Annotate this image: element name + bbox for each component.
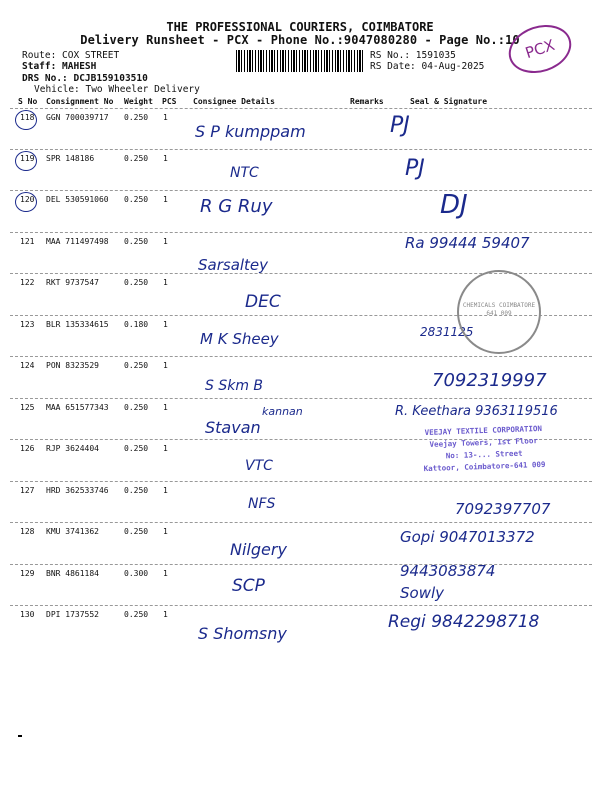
- row-weight: 0.250: [124, 444, 149, 453]
- row-consignee-handwriting: S Shomsny: [198, 624, 287, 643]
- rect-stamp-line-2: Veejay Towers, 1st Floor: [429, 436, 539, 449]
- row-weight: 0.250: [124, 154, 149, 163]
- row-divider: [10, 149, 592, 150]
- row-weight: 0.250: [124, 113, 149, 122]
- company-title: THE PROFESSIONAL COURIERS, COIMBATORE: [166, 20, 434, 34]
- row-consignee-handwriting: NFS: [248, 496, 276, 512]
- row-signature: PJ: [405, 156, 425, 181]
- row-signature: DJ: [440, 190, 468, 220]
- row-pcs: 1: [163, 361, 168, 370]
- sno-circle-mark: [15, 192, 37, 212]
- row-sno: 126: [20, 444, 35, 453]
- row-sno: 118: [20, 113, 35, 122]
- col-consignee: Consignee Details: [193, 97, 275, 106]
- row-consignee-handwriting: NTC: [230, 165, 259, 181]
- vehicle-label: Vehicle: Two Wheeler Delivery: [34, 84, 200, 95]
- row-signature: 7092397707: [455, 500, 551, 518]
- row-consignment: PON 8323529: [46, 361, 99, 370]
- rect-stamp-line-3: No: 13-... Street: [445, 448, 523, 461]
- round-seal-text: CHEMICALS COIMBATORE 641 009: [462, 302, 536, 317]
- row-weight: 0.300: [124, 569, 149, 578]
- row-pcs: 1: [163, 320, 168, 329]
- col-weight: Weight: [124, 97, 153, 106]
- row-consignee-handwriting: S P kumppam: [195, 122, 306, 141]
- round-company-seal: [457, 270, 541, 354]
- drs-label: DRS No.: DCJB159103510: [22, 73, 148, 84]
- row-consignee-handwriting: VTC: [245, 458, 273, 474]
- rs-number: RS No.: 1591035: [370, 50, 456, 61]
- row-pcs: 1: [163, 278, 168, 287]
- row-consignment: BNR 4861184: [46, 569, 99, 578]
- row-signature: 9443083874 Sowly: [400, 562, 496, 602]
- barcode: [236, 50, 364, 72]
- row-consignment: GGN 700039717: [46, 113, 109, 122]
- row-sno: 125: [20, 403, 35, 412]
- row-divider: [10, 356, 592, 357]
- row-consignment: HRD 362533746: [46, 486, 109, 495]
- row-sno: 123: [20, 320, 35, 329]
- ink-dot: [18, 735, 22, 737]
- row-pcs: 1: [163, 154, 168, 163]
- rs-date: RS Date: 04-Aug-2025: [370, 61, 485, 72]
- row-divider: [10, 481, 592, 482]
- row-signature: Gopi 9047013372: [400, 528, 535, 546]
- rect-stamp-line-4: Kattoor, Coimbatore-641 009: [423, 459, 546, 474]
- row-sno: 121: [20, 237, 35, 246]
- row-divider: [10, 522, 592, 523]
- col-consignment: Consignment No: [46, 97, 114, 106]
- row-pcs: 1: [163, 113, 168, 122]
- staff-label: Staff: MAHESH: [22, 61, 97, 72]
- row-consignment: SPR 148186: [46, 154, 95, 163]
- row-pcs: 1: [163, 444, 168, 453]
- row-signature: 7092319997: [432, 370, 547, 391]
- row-consignee-handwriting: M K Sheey: [200, 330, 279, 348]
- row-divider: [10, 398, 592, 399]
- row-signature: 2831125: [420, 325, 474, 339]
- row-divider: [10, 190, 592, 191]
- row-weight: 0.250: [124, 486, 149, 495]
- row-consignment: RKT 9737547: [46, 278, 99, 287]
- row-consignment: KMU 3741362: [46, 527, 99, 536]
- row-signature: R. Keethara 9363119516: [395, 404, 558, 419]
- kannan-note: kannan: [262, 405, 303, 418]
- row-consignment: MAA 651577343: [46, 403, 109, 412]
- row-signature: PJ: [390, 113, 410, 138]
- row-consignment: RJP 3624404: [46, 444, 99, 453]
- row-consignee-handwriting: S Skm B: [205, 378, 264, 394]
- row-weight: 0.250: [124, 237, 149, 246]
- sno-circle-mark: [15, 151, 37, 171]
- row-consignee-handwriting: Nilgery: [230, 540, 287, 559]
- col-remarks: Remarks: [350, 97, 384, 106]
- veejay-rect-stamp: [397, 422, 571, 478]
- row-pcs: 1: [163, 403, 168, 412]
- row-consignment: DPI 1737552: [46, 610, 99, 619]
- row-sno: 130: [20, 610, 35, 619]
- col-seal-signature: Seal & Signature: [410, 97, 488, 106]
- row-signature: Regi 9842298718: [388, 612, 540, 632]
- row-sno: 124: [20, 361, 35, 370]
- runsheet-subtitle: Delivery Runsheet - PCX - Phone No.:9047080280 - Page No.:10: [80, 33, 520, 47]
- row-weight: 0.250: [124, 403, 149, 412]
- row-consignment: MAA 711497498: [46, 237, 109, 246]
- col-pcs: PCS: [162, 97, 177, 106]
- row-consignment: BLR 135334615: [46, 320, 109, 329]
- row-weight: 0.250: [124, 610, 149, 619]
- row-weight: 0.250: [124, 278, 149, 287]
- row-weight: 0.250: [124, 527, 149, 536]
- row-sno: 122: [20, 278, 35, 287]
- row-consignee-handwriting: SCP: [232, 576, 265, 596]
- row-divider: [10, 232, 592, 233]
- header-rule: [10, 108, 592, 109]
- row-pcs: 1: [163, 237, 168, 246]
- row-divider: [10, 605, 592, 606]
- row-consignee-handwriting: DEC: [245, 292, 281, 312]
- row-consignment: DEL 530591060: [46, 195, 109, 204]
- row-sno: 119: [20, 154, 35, 163]
- row-signature: Ra 99444 59407: [405, 234, 530, 252]
- row-pcs: 1: [163, 610, 168, 619]
- row-consignee-handwriting: R G Ruy: [200, 196, 273, 217]
- row-sno: 129: [20, 569, 35, 578]
- row-sno: 127: [20, 486, 35, 495]
- sno-circle-mark: [15, 110, 37, 130]
- route-label: Route: COX STREET: [22, 50, 120, 61]
- rect-stamp-line-1: VEEJAY TEXTILE CORPORATION: [424, 423, 543, 438]
- row-sno: 128: [20, 527, 35, 536]
- row-pcs: 1: [163, 195, 168, 204]
- row-sno: 120: [20, 195, 35, 204]
- row-weight: 0.250: [124, 361, 149, 370]
- row-pcs: 1: [163, 569, 168, 578]
- col-sno: S No: [18, 97, 38, 106]
- row-weight: 0.180: [124, 320, 149, 329]
- row-weight: 0.250: [124, 195, 149, 204]
- row-consignee-handwriting: Stavan: [205, 418, 261, 437]
- pcx-stamp: PCX: [502, 17, 577, 81]
- row-pcs: 1: [163, 486, 168, 495]
- row-consignee-handwriting: Sarsaltey: [198, 256, 269, 274]
- row-pcs: 1: [163, 527, 168, 536]
